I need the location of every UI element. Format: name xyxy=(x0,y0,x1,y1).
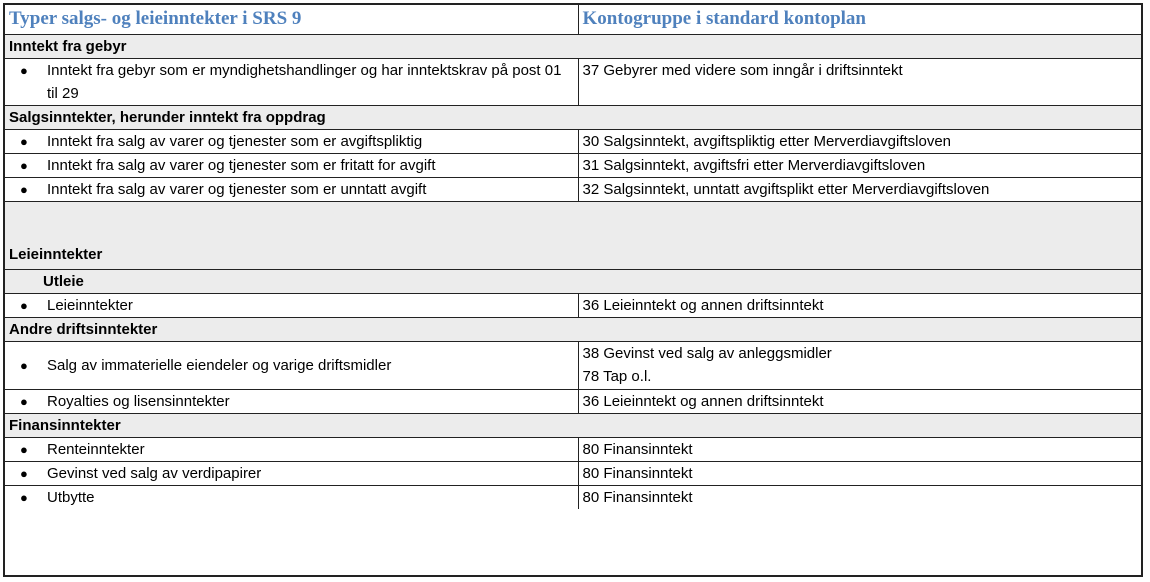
bullet-icon: ● xyxy=(20,489,28,505)
bullet-icon: ● xyxy=(20,133,28,149)
income-type-text: Inntekt fra salg av varer og tjenester som er unntatt avgift xyxy=(47,180,427,198)
bullet-icon: ● xyxy=(20,465,28,481)
section-title-salg: Salgsinntekter, herunder inntekt fra oppdrag xyxy=(5,105,1141,129)
table-row xyxy=(5,129,1141,153)
income-table xyxy=(5,5,1141,509)
income-type-cell xyxy=(5,389,578,413)
table-row xyxy=(5,341,1141,389)
subsection-row-utleie xyxy=(5,269,1141,293)
income-type-cell xyxy=(5,437,578,461)
income-type-text: Salg av immaterielle eiendeler og varige driftsmidler xyxy=(47,356,392,374)
account-group-cell xyxy=(578,341,1141,389)
section-title-finans: Finansinntekter xyxy=(5,413,1141,437)
table-row xyxy=(5,461,1141,485)
subsection-title-utleie: Utleie xyxy=(5,269,1141,293)
account-group-cell: 37 Gebyrer med videre som inngår i driftsinntekt xyxy=(578,58,1141,105)
table-row xyxy=(5,153,1141,177)
section-title-gebyr: Inntekt fra gebyr xyxy=(5,34,1141,58)
income-type-text: Inntekt fra gebyr som er myndighetshandlinger og har inntektskrav på post 01 til 29 xyxy=(47,61,562,102)
income-table-frame xyxy=(3,3,1143,577)
account-group-cell: 30 Salgsinntekt, avgiftspliktig etter Merverdiavgiftsloven xyxy=(578,129,1141,153)
table-row xyxy=(5,485,1141,509)
bullet-icon: ● xyxy=(20,441,28,457)
section-row-salg xyxy=(5,105,1141,129)
bullet-icon: ● xyxy=(20,357,28,373)
account-group-cell: 31 Salgsinntekt, avgiftsfri etter Merverdiavgiftsloven xyxy=(578,153,1141,177)
bullet-icon: ● xyxy=(20,181,28,197)
header-account-group: Kontogruppe i standard kontoplan xyxy=(578,5,1141,34)
income-type-cell xyxy=(5,485,578,509)
account-group-cell: 32 Salgsinntekt, unntatt avgiftsplikt etter Merverdiavgiftsloven xyxy=(578,177,1141,201)
bullet-icon: ● xyxy=(20,297,28,313)
income-type-text: Renteinntekter xyxy=(47,440,145,458)
account-group-cell: 80 Finansinntekt xyxy=(578,461,1141,485)
income-type-cell xyxy=(5,293,578,317)
income-type-text: Utbytte xyxy=(47,488,95,506)
table-row xyxy=(5,58,1141,105)
section-row-gebyr xyxy=(5,34,1141,58)
section-title-leie: Leieinntekter xyxy=(5,201,1141,269)
income-type-text: Leieinntekter xyxy=(47,296,133,314)
bullet-icon: ● xyxy=(20,393,28,409)
section-row-andre xyxy=(5,317,1141,341)
income-type-text: Inntekt fra salg av varer og tjenester som er fritatt for avgift xyxy=(47,156,436,174)
section-title-andre: Andre driftsinntekter xyxy=(5,317,1141,341)
account-group-cell: 36 Leieinntekt og annen driftsinntekt xyxy=(578,293,1141,317)
header-income-types: Typer salgs- og leieinntekter i SRS 9 xyxy=(5,5,578,34)
account-group-line: 78 Tap o.l. xyxy=(582,368,652,385)
section-row-finans xyxy=(5,413,1141,437)
account-group-cell: 80 Finansinntekt xyxy=(582,488,693,506)
income-type-cell xyxy=(5,58,578,105)
income-type-text: Gevinst ved salg av verdipapirer xyxy=(47,464,262,482)
account-group-cell: 80 Finansinntekt xyxy=(578,437,1141,461)
account-group-line: 38 Gevinst ved salg av anleggsmidler xyxy=(582,345,832,362)
income-type-cell xyxy=(5,341,578,389)
income-type-cell xyxy=(5,461,578,485)
table-row xyxy=(5,389,1141,413)
bullet-icon: ● xyxy=(20,157,28,173)
bullet-icon: ● xyxy=(20,62,28,78)
income-type-cell xyxy=(5,153,578,177)
income-type-text: Royalties og lisensinntekter xyxy=(47,392,230,410)
income-type-cell xyxy=(5,129,578,153)
table-row xyxy=(5,437,1141,461)
income-type-text: Inntekt fra salg av varer og tjenester som er avgiftspliktig xyxy=(47,132,423,150)
table-header-row xyxy=(5,5,1141,34)
section-row-leie xyxy=(5,201,1141,269)
income-type-cell xyxy=(5,177,578,201)
account-group-cell: 36 Leieinntekt og annen driftsinntekt xyxy=(578,389,1141,413)
table-row xyxy=(5,177,1141,201)
table-row xyxy=(5,293,1141,317)
